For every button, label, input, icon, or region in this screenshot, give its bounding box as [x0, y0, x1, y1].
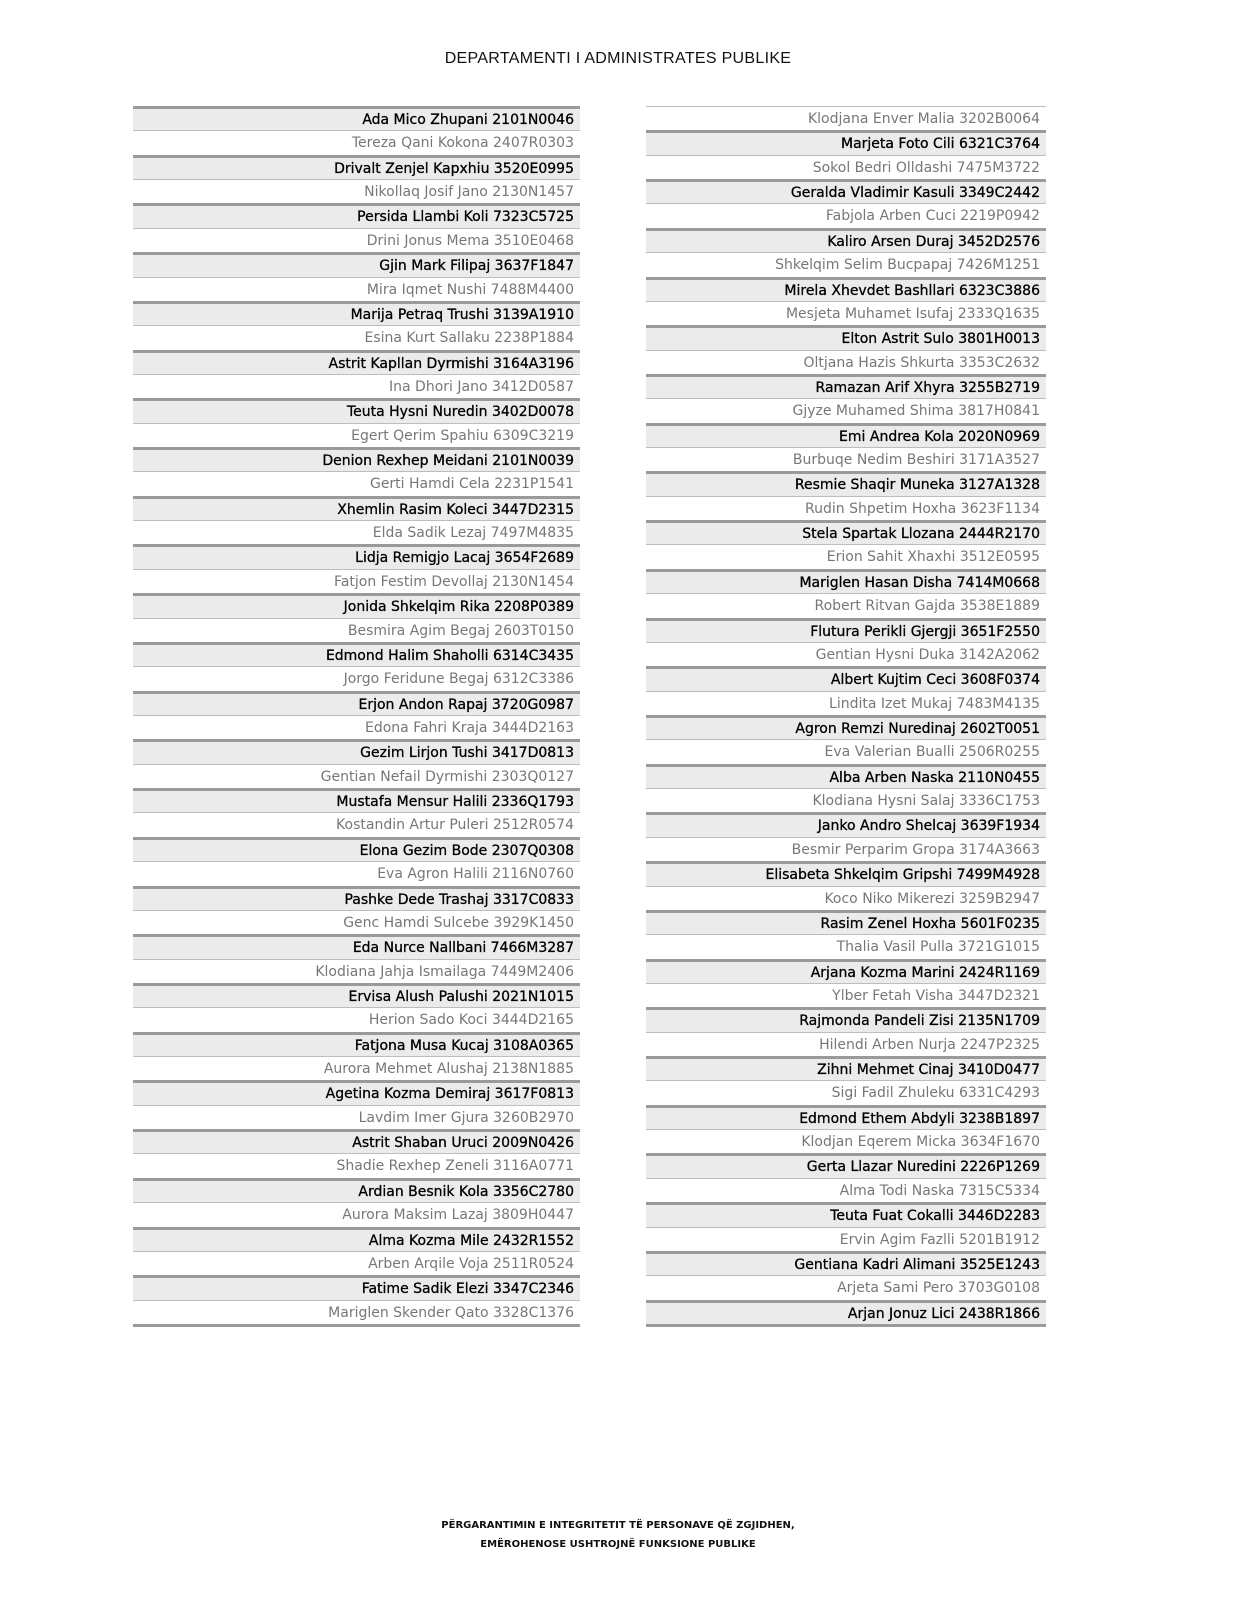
list-item: Resmie Shaqir Muneka 3127A1328: [646, 471, 1046, 495]
list-item: Alma Kozma Mile 2432R1552: [133, 1227, 580, 1251]
list-item: Eda Nurce Nallbani 7466M3287: [133, 934, 580, 958]
list-item: Egert Qerim Spahiu 6309C3219: [133, 423, 580, 447]
list-item: Teuta Fuat Cokalli 3446D2283: [646, 1202, 1046, 1226]
list-item: Eva Agron Halili 2116N0760: [133, 861, 580, 885]
list-item: Jonida Shkelqim Rika 2208P0389: [133, 593, 580, 617]
left-name-list: [133, 106, 580, 1327]
list-item: Elton Astrit Sulo 3801H0013: [646, 325, 1046, 349]
list-item: Agetina Kozma Demiraj 3617F0813: [133, 1080, 580, 1104]
list-item: Gjin Mark Filipaj 3637F1847: [133, 252, 580, 276]
list-item: Tereza Qani Kokona 2407R0303: [133, 130, 580, 154]
list-item: Genc Hamdi Sulcebe 3929K1450: [133, 910, 580, 934]
list-item: Koco Niko Mikerezi 3259B2947: [646, 886, 1046, 910]
list-item: Mariglen Skender Qato 3328C1376: [133, 1300, 580, 1324]
list-item: Shkelqim Selim Bucpapaj 7426M1251: [646, 252, 1046, 276]
list-item: Mira Iqmet Nushi 7488M4400: [133, 277, 580, 301]
list-item: Shadie Rexhep Zeneli 3116A0771: [133, 1153, 580, 1177]
list-end-divider: [646, 1324, 1046, 1327]
list-item: Gentiana Kadri Alimani 3525E1243: [646, 1251, 1046, 1275]
list-item: Aurora Mehmet Alushaj 2138N1885: [133, 1056, 580, 1080]
list-item: Sigi Fadil Zhuleku 6331C4293: [646, 1080, 1046, 1104]
list-item: Fatjona Musa Kucaj 3108A0365: [133, 1032, 580, 1056]
list-item: Sokol Bedri Olldashi 7475M3722: [646, 155, 1046, 179]
list-item: Teuta Hysni Nuredin 3402D0078: [133, 398, 580, 422]
list-item: Arjeta Sami Pero 3703G0108: [646, 1275, 1046, 1299]
list-item: Kaliro Arsen Duraj 3452D2576: [646, 228, 1046, 252]
list-item: Rajmonda Pandeli Zisi 2135N1709: [646, 1007, 1046, 1031]
list-item: Besmir Perparim Gropa 3174A3663: [646, 837, 1046, 861]
list-item: Ervin Agim Fazlli 5201B1912: [646, 1227, 1046, 1251]
list-end-divider: [133, 1324, 580, 1327]
list-item: Astrit Kapllan Dyrmishi 3164A3196: [133, 350, 580, 374]
list-item: Ylber Fetah Visha 3447D2321: [646, 983, 1046, 1007]
list-item: Klodjana Enver Malia 3202B0064: [646, 106, 1046, 130]
list-item: Jorgo Feridune Begaj 6312C3386: [133, 666, 580, 690]
right-name-list: [646, 106, 1046, 1327]
list-item: Ardian Besnik Kola 3356C2780: [133, 1178, 580, 1202]
footer-line-2: EMËROHENOSE USHTROJNË FUNKSIONE PUBLIKE: [480, 1539, 756, 1550]
list-item: Fatjon Festim Devollaj 2130N1454: [133, 569, 580, 593]
list-item: Aurora Maksim Lazaj 3809H0447: [133, 1202, 580, 1226]
list-item: Persida Llambi Koli 7323C5725: [133, 203, 580, 227]
list-item: Zihni Mehmet Cinaj 3410D0477: [646, 1056, 1046, 1080]
list-item: Arben Arqile Voja 2511R0524: [133, 1251, 580, 1275]
list-item: Edona Fahri Kraja 3444D2163: [133, 715, 580, 739]
list-item: Ervisa Alush Palushi 2021N1015: [133, 983, 580, 1007]
list-item: Edmond Halim Shaholli 6314C3435: [133, 642, 580, 666]
list-item: Gentian Nefail Dyrmishi 2303Q0127: [133, 764, 580, 788]
list-item: Rudin Shpetim Hoxha 3623F1134: [646, 496, 1046, 520]
list-item: Marjeta Foto Cili 6321C3764: [646, 130, 1046, 154]
list-item: Mesjeta Muhamet Isufaj 2333Q1635: [646, 301, 1046, 325]
list-item: Pashke Dede Trashaj 3317C0833: [133, 886, 580, 910]
list-item: Alma Todi Naska 7315C5334: [646, 1178, 1046, 1202]
list-item: Flutura Perikli Gjergji 3651F2550: [646, 618, 1046, 642]
list-item: Elona Gezim Bode 2307Q0308: [133, 837, 580, 861]
list-item: Lidja Remigjo Lacaj 3654F2689: [133, 544, 580, 568]
list-item: Robert Ritvan Gajda 3538E1889: [646, 593, 1046, 617]
list-item: Klodiana Jahja Ismailaga 7449M2406: [133, 959, 580, 983]
list-item: Drini Jonus Mema 3510E0468: [133, 228, 580, 252]
list-item: Eva Valerian Bualli 2506R0255: [646, 739, 1046, 763]
list-item: Klodjan Eqerem Micka 3634F1670: [646, 1129, 1046, 1153]
list-item: Alba Arben Naska 2110N0455: [646, 764, 1046, 788]
list-item: Gerti Hamdi Cela 2231P1541: [133, 471, 580, 495]
list-item: Ada Mico Zhupani 2101N0046: [133, 106, 580, 130]
list-item: Herion Sado Koci 3444D2165: [133, 1007, 580, 1031]
list-item: Klodiana Hysni Salaj 3336C1753: [646, 788, 1046, 812]
list-item: Elda Sadik Lezaj 7497M4835: [133, 520, 580, 544]
list-item: Arjan Jonuz Lici 2438R1866: [646, 1300, 1046, 1324]
list-item: Mustafa Mensur Halili 2336Q1793: [133, 788, 580, 812]
list-item: Mariglen Hasan Disha 7414M0668: [646, 569, 1046, 593]
list-item: Astrit Shaban Uruci 2009N0426: [133, 1129, 580, 1153]
list-item: Elisabeta Shkelqim Gripshi 7499M4928: [646, 861, 1046, 885]
list-item: Janko Andro Shelcaj 3639F1934: [646, 812, 1046, 836]
list-item: Fabjola Arben Cuci 2219P0942: [646, 203, 1046, 227]
list-item: Stela Spartak Llozana 2444R2170: [646, 520, 1046, 544]
list-item: Esina Kurt Sallaku 2238P1884: [133, 325, 580, 349]
page-title: DEPARTAMENTI I ADMINISTRATES PUBLIKE: [444, 50, 792, 67]
list-item: Gezim Lirjon Tushi 3417D0813: [133, 739, 580, 763]
list-item: Erion Sahit Xhaxhi 3512E0595: [646, 544, 1046, 568]
list-item: Ramazan Arif Xhyra 3255B2719: [646, 374, 1046, 398]
list-item: Albert Kujtim Ceci 3608F0374: [646, 666, 1046, 690]
list-item: Lavdim Imer Gjura 3260B2970: [133, 1105, 580, 1129]
list-item: Rasim Zenel Hoxha 5601F0235: [646, 910, 1046, 934]
list-item: Geralda Vladimir Kasuli 3349C2442: [646, 179, 1046, 203]
list-item: Lindita Izet Mukaj 7483M4135: [646, 691, 1046, 715]
list-item: Marija Petraq Trushi 3139A1910: [133, 301, 580, 325]
footer-line-1: PËRGARANTIMIN E INTEGRITETIT TË PERSONAVE QË ZGJIDHEN,: [441, 1520, 795, 1531]
list-item: Fatime Sadik Elezi 3347C2346: [133, 1275, 580, 1299]
list-item: Nikollaq Josif Jano 2130N1457: [133, 179, 580, 203]
list-item: Burbuqe Nedim Beshiri 3171A3527: [646, 447, 1046, 471]
list-item: Oltjana Hazis Shkurta 3353C2632: [646, 350, 1046, 374]
list-item: Mirela Xhevdet Bashllari 6323C3886: [646, 277, 1046, 301]
list-item: Arjana Kozma Marini 2424R1169: [646, 959, 1046, 983]
list-item: Edmond Ethem Abdyli 3238B1897: [646, 1105, 1046, 1129]
list-item: Agron Remzi Nuredinaj 2602T0051: [646, 715, 1046, 739]
list-item: Emi Andrea Kola 2020N0969: [646, 423, 1046, 447]
list-item: Gerta Llazar Nuredini 2226P1269: [646, 1153, 1046, 1177]
list-item: Denion Rexhep Meidani 2101N0039: [133, 447, 580, 471]
list-item: Xhemlin Rasim Koleci 3447D2315: [133, 496, 580, 520]
list-item: Besmira Agim Begaj 2603T0150: [133, 618, 580, 642]
list-item: Gjyze Muhamed Shima 3817H0841: [646, 398, 1046, 422]
list-item: Gentian Hysni Duka 3142A2062: [646, 642, 1046, 666]
list-item: Thalia Vasil Pulla 3721G1015: [646, 934, 1046, 958]
list-item: Ina Dhori Jano 3412D0587: [133, 374, 580, 398]
list-item: Kostandin Artur Puleri 2512R0574: [133, 812, 580, 836]
list-item: Hilendi Arben Nurja 2247P2325: [646, 1032, 1046, 1056]
footer: [0, 1516, 1236, 1554]
list-item: Drivalt Zenjel Kapxhiu 3520E0995: [133, 155, 580, 179]
list-item: Erjon Andon Rapaj 3720G0987: [133, 691, 580, 715]
